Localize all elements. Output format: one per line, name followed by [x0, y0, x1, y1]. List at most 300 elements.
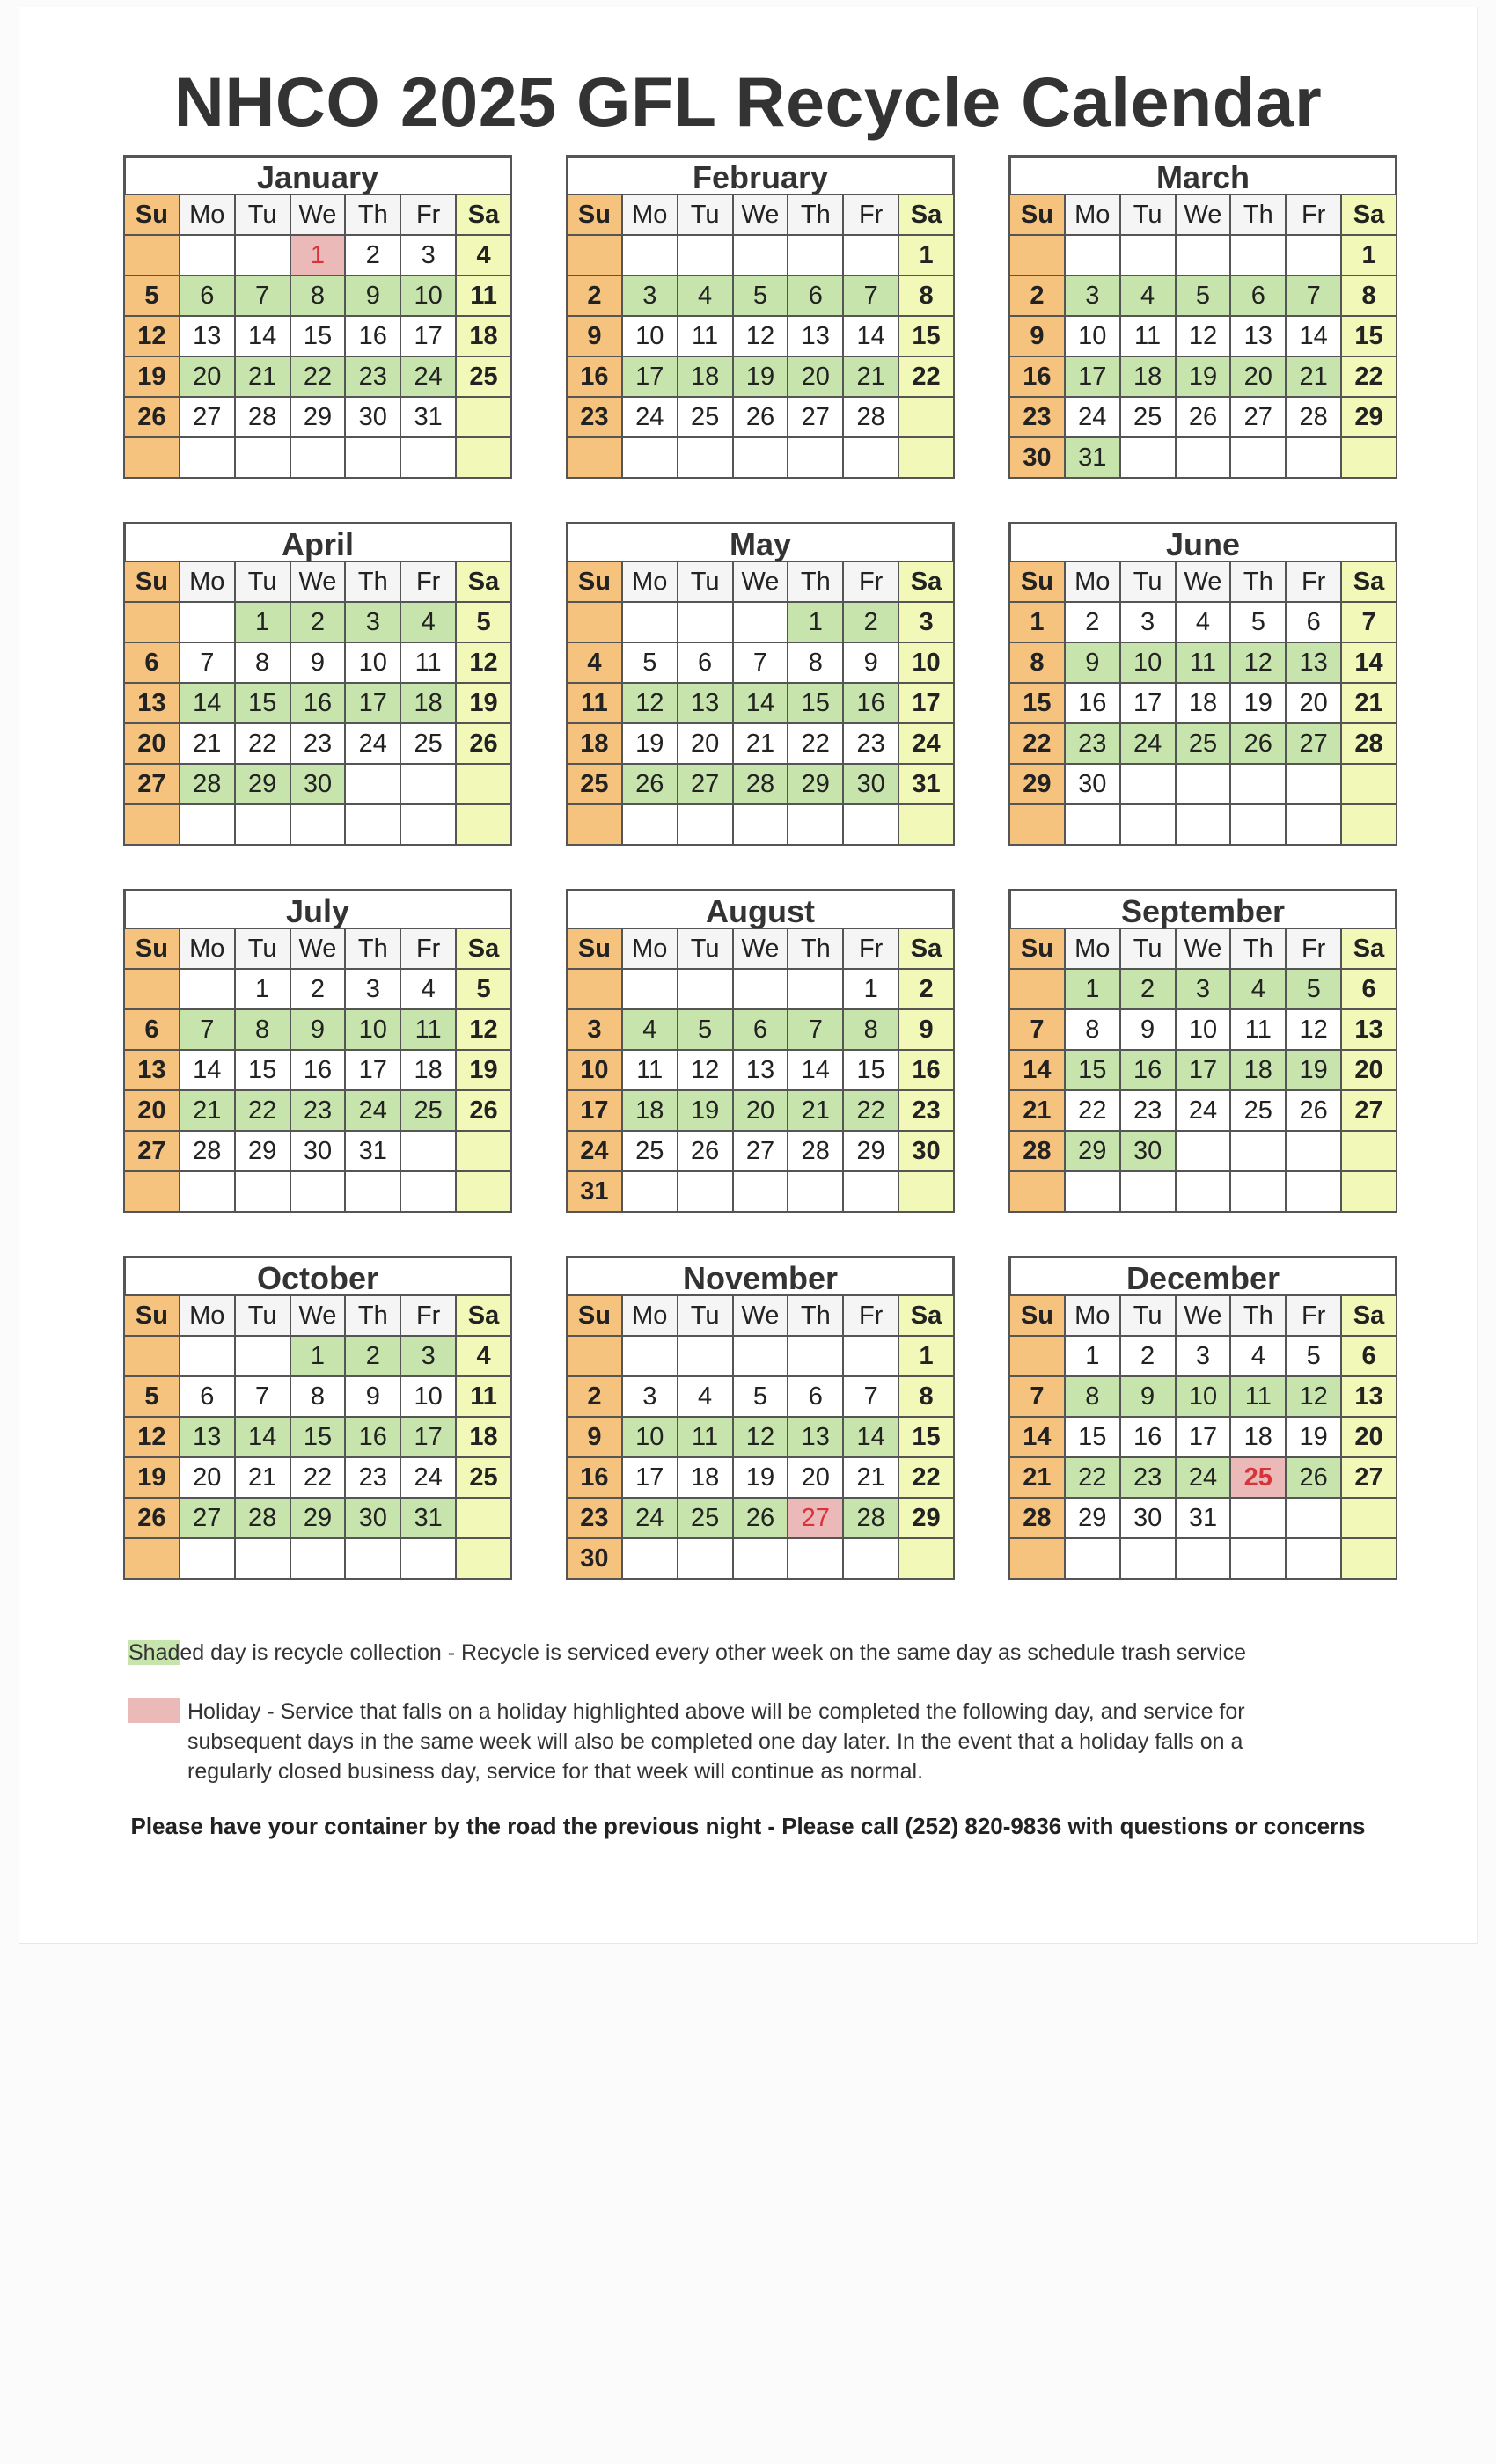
empty-day-cell [843, 804, 898, 845]
day-cell: 28 [1341, 723, 1397, 764]
day-cell: 28 [843, 397, 898, 437]
empty-day-cell [235, 1538, 290, 1579]
week-row [124, 1009, 511, 1050]
empty-day-cell [1286, 235, 1341, 275]
week-row [567, 397, 954, 437]
empty-day-cell [788, 1336, 843, 1376]
day-cell: 9 [345, 275, 400, 316]
weekday-header: Fr [1286, 194, 1341, 235]
empty-day-cell [1009, 804, 1065, 845]
day-cell: 22 [788, 723, 843, 764]
day-cell: 4 [456, 1336, 511, 1376]
day-cell: 23 [567, 397, 622, 437]
day-cell: 12 [1286, 1376, 1341, 1417]
weekday-header: We [1176, 928, 1231, 969]
empty-day-cell [843, 1538, 898, 1579]
week-row [1009, 316, 1397, 356]
day-cell: 15 [788, 683, 843, 723]
month-name: August [566, 889, 955, 928]
empty-day-cell [1176, 235, 1231, 275]
empty-day-cell [456, 437, 511, 478]
empty-day-cell [345, 1538, 400, 1579]
empty-day-cell [1341, 1171, 1397, 1212]
day-cell: 1 [290, 1336, 346, 1376]
day-cell: 8 [235, 642, 290, 683]
day-cell: 28 [1009, 1498, 1065, 1538]
day-cell: 26 [733, 397, 788, 437]
day-cell: 5 [456, 969, 511, 1009]
day-cell: 13 [124, 683, 180, 723]
day-cell: 3 [567, 1009, 622, 1050]
day-cell: 9 [567, 1417, 622, 1457]
day-cell: 11 [400, 1009, 456, 1050]
holiday-legend-line-2: subsequent days in the same week will also be completed one day later. In the event that a holiday falls on a [187, 1729, 1243, 1754]
day-cell: 23 [290, 723, 346, 764]
day-cell: 2 [1009, 275, 1065, 316]
day-cell: 27 [124, 1131, 180, 1171]
day-cell: 30 [345, 397, 400, 437]
weekday-header: Th [345, 928, 400, 969]
weekday-header: Tu [1120, 928, 1176, 969]
empty-day-cell [788, 1171, 843, 1212]
day-cell: 28 [733, 764, 788, 804]
empty-day-cell [180, 1336, 235, 1376]
week-row [124, 275, 511, 316]
weekday-header: Sa [456, 194, 511, 235]
day-cell: 21 [180, 723, 235, 764]
week-row [567, 1050, 954, 1090]
weekday-header: Mo [180, 1295, 235, 1336]
weekday-header: Mo [622, 194, 678, 235]
day-cell: 9 [1120, 1009, 1176, 1050]
day-cell: 6 [180, 1376, 235, 1417]
week-row [567, 1417, 954, 1457]
day-cell: 6 [788, 1376, 843, 1417]
weekday-header: Th [1230, 194, 1286, 235]
weekday-header: Th [788, 1295, 843, 1336]
month-table [566, 194, 955, 479]
day-cell: 19 [1286, 1050, 1341, 1090]
week-row [124, 1498, 511, 1538]
day-cell: 20 [1341, 1050, 1397, 1090]
day-cell: 31 [345, 1131, 400, 1171]
day-cell: 29 [290, 1498, 346, 1538]
empty-day-cell [1065, 1538, 1120, 1579]
weekday-header: Su [567, 928, 622, 969]
weekday-header: Tu [1120, 194, 1176, 235]
weekday-header: Fr [400, 561, 456, 602]
day-cell: 8 [1341, 275, 1397, 316]
empty-day-cell [567, 235, 622, 275]
empty-day-cell [1341, 1131, 1397, 1171]
week-row [567, 1376, 954, 1417]
weekday-header: Sa [1341, 194, 1397, 235]
day-cell: 23 [898, 1090, 954, 1131]
empty-day-cell [290, 804, 346, 845]
day-cell: 17 [400, 316, 456, 356]
week-row [1009, 723, 1397, 764]
empty-day-cell [400, 804, 456, 845]
empty-day-cell [788, 969, 843, 1009]
week-row [1009, 642, 1397, 683]
day-cell: 15 [843, 1050, 898, 1090]
day-cell: 15 [235, 1050, 290, 1090]
empty-day-cell [1176, 1171, 1231, 1212]
empty-day-cell [1176, 1131, 1231, 1171]
weekday-header: We [733, 561, 788, 602]
day-cell: 17 [622, 1457, 678, 1498]
empty-day-cell [1009, 1336, 1065, 1376]
empty-day-cell [843, 1171, 898, 1212]
day-cell: 27 [180, 1498, 235, 1538]
day-cell: 11 [1120, 316, 1176, 356]
day-cell: 23 [1065, 723, 1120, 764]
day-cell: 20 [1286, 683, 1341, 723]
day-cell: 1 [898, 1336, 954, 1376]
empty-day-cell [1286, 1131, 1341, 1171]
day-cell: 9 [567, 316, 622, 356]
day-cell: 20 [124, 1090, 180, 1131]
weekday-header: Su [1009, 1295, 1065, 1336]
day-cell: 1 [1341, 235, 1397, 275]
day-cell: 13 [1341, 1009, 1397, 1050]
day-cell: 20 [733, 1090, 788, 1131]
day-cell: 8 [898, 1376, 954, 1417]
empty-day-cell [124, 1336, 180, 1376]
week-row [124, 683, 511, 723]
day-cell: 25 [456, 1457, 511, 1498]
day-cell: 12 [733, 316, 788, 356]
day-cell: 16 [290, 683, 346, 723]
week-row [567, 642, 954, 683]
day-cell: 21 [1009, 1090, 1065, 1131]
week-row [1009, 437, 1397, 478]
empty-day-cell [1176, 1538, 1231, 1579]
empty-day-cell [180, 1538, 235, 1579]
weekday-header: Sa [456, 1295, 511, 1336]
day-cell: 25 [400, 1090, 456, 1131]
day-cell: 2 [898, 969, 954, 1009]
day-cell: 17 [622, 356, 678, 397]
day-cell: 23 [290, 1090, 346, 1131]
day-cell: 26 [733, 1498, 788, 1538]
day-cell: 3 [898, 602, 954, 642]
day-cell: 31 [898, 764, 954, 804]
weekday-header-row [567, 561, 954, 602]
day-cell: 7 [235, 1376, 290, 1417]
weekday-header: Th [1230, 561, 1286, 602]
day-cell: 4 [1176, 602, 1231, 642]
day-cell: 16 [567, 356, 622, 397]
week-row [1009, 1171, 1397, 1212]
day-cell: 29 [1009, 764, 1065, 804]
day-cell: 8 [290, 275, 346, 316]
day-cell: 18 [678, 356, 733, 397]
empty-day-cell [456, 764, 511, 804]
day-cell: 19 [456, 683, 511, 723]
week-row [1009, 1090, 1397, 1131]
empty-day-cell [678, 1538, 733, 1579]
day-cell: 6 [788, 275, 843, 316]
day-cell: 12 [456, 1009, 511, 1050]
day-cell: 9 [345, 1376, 400, 1417]
holiday-legend-line-3: regularly closed business day, service for that week will continue as normal. [187, 1759, 924, 1784]
week-row [1009, 1336, 1397, 1376]
week-row [567, 1090, 954, 1131]
month-name: May [566, 522, 955, 561]
empty-day-cell [733, 235, 788, 275]
day-cell: 11 [456, 275, 511, 316]
day-cell: 31 [400, 397, 456, 437]
day-cell: 25 [1120, 397, 1176, 437]
day-cell: 22 [290, 1457, 346, 1498]
day-cell: 26 [1286, 1457, 1341, 1498]
weekday-header: Mo [1065, 194, 1120, 235]
day-cell: 24 [1176, 1090, 1231, 1131]
day-cell: 19 [622, 723, 678, 764]
week-row [567, 275, 954, 316]
day-cell: 6 [180, 275, 235, 316]
weekday-header: Mo [1065, 561, 1120, 602]
day-cell: 16 [843, 683, 898, 723]
weekday-header: Fr [1286, 1295, 1341, 1336]
day-cell: 24 [898, 723, 954, 764]
month-april [123, 522, 512, 846]
weekday-header: Mo [1065, 928, 1120, 969]
day-cell: 12 [1176, 316, 1231, 356]
day-cell: 28 [1286, 397, 1341, 437]
day-cell: 6 [733, 1009, 788, 1050]
empty-day-cell [843, 235, 898, 275]
day-cell: 20 [180, 356, 235, 397]
week-row [124, 602, 511, 642]
weekday-header: Sa [898, 561, 954, 602]
week-row [124, 1457, 511, 1498]
month-table [566, 561, 955, 846]
month-name: March [1008, 155, 1397, 194]
week-row [124, 316, 511, 356]
day-cell: 9 [898, 1009, 954, 1050]
day-cell: 3 [1176, 1336, 1231, 1376]
weekday-header: Su [124, 194, 180, 235]
month-may [566, 522, 955, 846]
day-cell: 12 [678, 1050, 733, 1090]
empty-day-cell [622, 1538, 678, 1579]
day-cell: 14 [1009, 1050, 1065, 1090]
week-row [567, 602, 954, 642]
day-cell: 20 [180, 1457, 235, 1498]
day-cell: 22 [1009, 723, 1065, 764]
day-cell: 2 [345, 235, 400, 275]
empty-day-cell [124, 804, 180, 845]
day-cell: 21 [235, 356, 290, 397]
empty-day-cell [180, 1171, 235, 1212]
day-cell: 10 [567, 1050, 622, 1090]
day-cell: 24 [622, 397, 678, 437]
day-cell: 16 [898, 1050, 954, 1090]
empty-day-cell [1120, 235, 1176, 275]
day-cell: 29 [235, 764, 290, 804]
month-table [566, 1294, 955, 1580]
month-table [123, 194, 512, 479]
weekday-header: Su [1009, 194, 1065, 235]
day-cell: 18 [400, 1050, 456, 1090]
empty-day-cell [733, 969, 788, 1009]
empty-day-cell [898, 437, 954, 478]
weekday-header: Mo [622, 561, 678, 602]
empty-day-cell [400, 764, 456, 804]
week-row [1009, 1417, 1397, 1457]
day-cell: 9 [1065, 642, 1120, 683]
day-cell: 15 [235, 683, 290, 723]
month-table [123, 561, 512, 846]
day-cell: 8 [1009, 642, 1065, 683]
day-cell: 2 [345, 1336, 400, 1376]
weekday-header: We [290, 928, 346, 969]
weekday-header: Tu [235, 194, 290, 235]
holiday-legend-text [187, 1697, 1245, 1786]
empty-day-cell [180, 969, 235, 1009]
day-cell: 14 [1341, 642, 1397, 683]
empty-day-cell [1009, 235, 1065, 275]
weekday-header-row [567, 194, 954, 235]
day-cell: 11 [567, 683, 622, 723]
weekday-header: We [290, 561, 346, 602]
day-cell: 5 [1230, 602, 1286, 642]
empty-day-cell [1286, 1538, 1341, 1579]
weekday-header: Su [124, 1295, 180, 1336]
empty-day-cell [898, 1538, 954, 1579]
day-cell: 4 [456, 235, 511, 275]
day-cell: 8 [788, 642, 843, 683]
day-cell: 21 [1341, 683, 1397, 723]
week-row [1009, 1131, 1397, 1171]
day-cell: 21 [843, 1457, 898, 1498]
empty-day-cell [290, 1171, 346, 1212]
day-cell: 19 [124, 1457, 180, 1498]
day-cell: 27 [1341, 1457, 1397, 1498]
day-cell: 18 [456, 316, 511, 356]
empty-day-cell [1176, 804, 1231, 845]
empty-day-cell [235, 235, 290, 275]
weekday-header: Tu [678, 1295, 733, 1336]
week-row [1009, 602, 1397, 642]
day-cell: 13 [124, 1050, 180, 1090]
day-cell: 19 [124, 356, 180, 397]
month-table [1008, 1294, 1397, 1580]
month-december [1008, 1256, 1397, 1580]
week-row [567, 723, 954, 764]
day-cell: 4 [1120, 275, 1176, 316]
day-cell: 14 [788, 1050, 843, 1090]
empty-day-cell [235, 804, 290, 845]
day-cell: 25 [567, 764, 622, 804]
month-name: July [123, 889, 512, 928]
day-cell: 22 [898, 1457, 954, 1498]
week-row [567, 316, 954, 356]
day-cell: 6 [1341, 969, 1397, 1009]
weekday-header: We [733, 194, 788, 235]
day-cell: 29 [1065, 1131, 1120, 1171]
day-cell: 17 [898, 683, 954, 723]
day-cell: 28 [235, 397, 290, 437]
weekday-header: Su [567, 194, 622, 235]
week-row [124, 1417, 511, 1457]
weekday-header: Th [1230, 1295, 1286, 1336]
day-cell: 13 [678, 683, 733, 723]
day-cell: 18 [678, 1457, 733, 1498]
day-cell: 4 [567, 642, 622, 683]
empty-day-cell [345, 1171, 400, 1212]
empty-day-cell [1230, 1131, 1286, 1171]
empty-day-cell [400, 1131, 456, 1171]
empty-day-cell [567, 602, 622, 642]
day-cell: 11 [622, 1050, 678, 1090]
month-name: November [566, 1256, 955, 1294]
empty-day-cell [622, 804, 678, 845]
weekday-header: Mo [180, 194, 235, 235]
weekday-header: Sa [898, 928, 954, 969]
empty-day-cell [1230, 437, 1286, 478]
week-row [124, 642, 511, 683]
day-cell: 15 [1341, 316, 1397, 356]
day-cell: 16 [345, 316, 400, 356]
day-cell: 6 [124, 1009, 180, 1050]
month-name: September [1008, 889, 1397, 928]
day-cell: 16 [1009, 356, 1065, 397]
day-cell: 8 [1065, 1376, 1120, 1417]
weekday-header: Tu [1120, 1295, 1176, 1336]
empty-day-cell [400, 1538, 456, 1579]
month-name: January [123, 155, 512, 194]
day-cell: 21 [1009, 1457, 1065, 1498]
day-cell: 16 [1120, 1417, 1176, 1457]
week-row [567, 1171, 954, 1212]
day-cell: 10 [400, 275, 456, 316]
day-cell: 1 [1065, 1336, 1120, 1376]
day-cell: 24 [1065, 397, 1120, 437]
day-cell: 12 [1286, 1009, 1341, 1050]
month-march [1008, 155, 1397, 479]
empty-day-cell [290, 1538, 346, 1579]
day-cell: 21 [843, 356, 898, 397]
empty-day-cell [788, 235, 843, 275]
day-cell: 3 [345, 969, 400, 1009]
empty-day-cell [235, 437, 290, 478]
empty-day-cell [788, 804, 843, 845]
weekday-header: Tu [235, 1295, 290, 1336]
week-row [567, 804, 954, 845]
week-row [124, 1050, 511, 1090]
empty-day-cell [1176, 437, 1231, 478]
day-cell: 10 [345, 642, 400, 683]
day-cell: 26 [1176, 397, 1231, 437]
day-cell: 19 [1176, 356, 1231, 397]
weekday-header: Tu [235, 928, 290, 969]
day-cell: 2 [290, 969, 346, 1009]
week-row [1009, 397, 1397, 437]
day-cell: 5 [1286, 1336, 1341, 1376]
day-cell: 6 [1230, 275, 1286, 316]
empty-day-cell [1065, 804, 1120, 845]
empty-day-cell [1176, 764, 1231, 804]
day-cell: 11 [1230, 1009, 1286, 1050]
empty-day-cell [678, 969, 733, 1009]
day-cell: 19 [1230, 683, 1286, 723]
empty-day-cell [843, 1336, 898, 1376]
day-cell: 30 [567, 1538, 622, 1579]
weekday-header: Mo [622, 928, 678, 969]
